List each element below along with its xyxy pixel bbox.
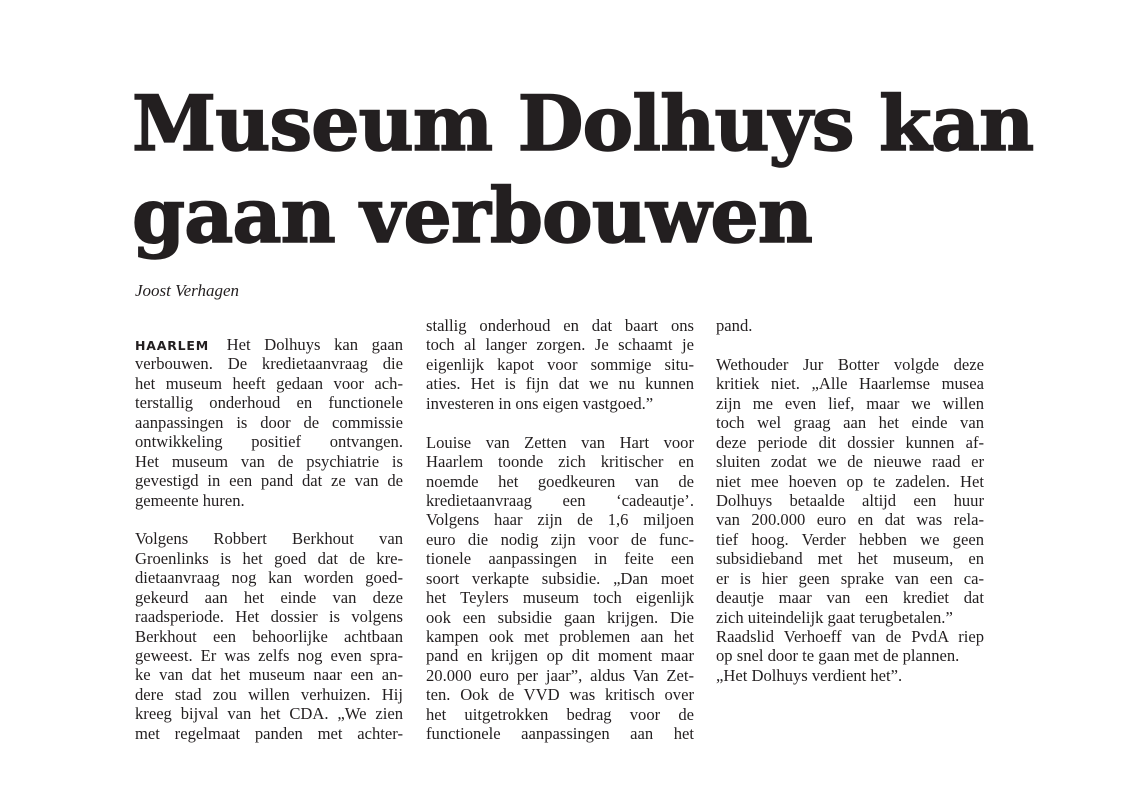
text-line: Groenlinks is het goed dat de kre- <box>135 548 403 568</box>
text-line: investeren in ons eigen vastgoed.” <box>426 393 654 413</box>
text-line: kritiek niet. „Alle Haarlemse musea <box>716 374 984 394</box>
text-line: deze periode dit dossier kunnen af- <box>716 432 984 452</box>
text-line: kredietaanvraag een ‘cadeautje’. <box>426 490 694 510</box>
dateline: HAARLEM <box>135 338 209 353</box>
paragraph <box>426 433 694 744</box>
text-line <box>135 335 403 354</box>
text-line: het uitgetrokken bedrag voor de <box>426 704 694 724</box>
text-line: raadsperiode. Het dossier is volgens <box>135 607 403 627</box>
paragraph <box>135 529 403 743</box>
text-line: pand en krijgen op dit moment maar <box>426 646 694 666</box>
article-column-1 <box>135 335 403 763</box>
text-line: noemde het goedkeuren van de <box>426 471 694 491</box>
text-line: Louise van Zetten van Hart voor <box>426 432 694 452</box>
text-line: soort verkapte subsidie. „Dan moet <box>426 568 694 588</box>
text-line: functionele aanpassingen aan het <box>426 724 694 744</box>
text-line: Berkhout een behoorlijke achtbaan <box>135 626 403 646</box>
text-line: kampen ook met problemen aan het <box>426 627 694 646</box>
text-line: ke van dat het museum naar een an- <box>135 665 403 685</box>
text-line: deautje maar van een krediet dat <box>716 588 984 608</box>
text-line: met regelmaat panden met achter- <box>135 723 403 743</box>
paragraph <box>426 316 694 413</box>
text-line: Raadslid Verhoeff van de PvdA riep <box>716 627 984 646</box>
text-line: tionele aanpassingen in feite een <box>426 549 694 569</box>
text-line: er is hier geen sprake van een ca- <box>716 568 984 588</box>
text-line: Wethouder Jur Botter volgde deze <box>716 354 984 374</box>
text-line: sluiten zodat we de nieuwe raad er <box>716 452 984 472</box>
text-line: euro die nodig zijn voor de func- <box>426 529 694 549</box>
text-line: 20.000 euro per jaar”, aldus Van Zet- <box>426 665 694 685</box>
text-line: aties. Het is fijn dat we nu kunnen <box>426 374 694 394</box>
text-line: het Teylers museum toch eigenlijk <box>426 588 694 608</box>
paragraph <box>716 355 984 685</box>
article-byline: Joost Verhagen <box>135 281 240 300</box>
text-line: toch al langer zorgen. Je schaamt je <box>426 335 694 355</box>
text-line: toch wel graag aan het einde van <box>716 413 984 433</box>
text-line: gekeurd aan het einde van deze <box>135 587 403 607</box>
text-line: op snel door te gaan met de plannen. <box>716 646 960 666</box>
article-headline <box>132 78 1032 262</box>
text-line: zijn me even lief, maar we willen <box>716 393 984 413</box>
text-line-content: Het Dolhuys kan gaan <box>212 335 403 354</box>
text-line: van 200.000 euro en dat was rela- <box>716 510 984 530</box>
text-line: niet mee hoeven op te zadelen. Het <box>716 471 984 491</box>
text-line: ontwikkeling positief ontvangen. <box>135 432 403 452</box>
text-line: Dolhuys betaalde altijd een huur <box>716 490 984 510</box>
text-line: ten. Ook de VVD was kritisch over <box>426 685 694 705</box>
paragraph <box>716 316 984 335</box>
text-line: gevestigd in een pand dat ze van de <box>135 471 403 491</box>
text-line: gemeente huren. <box>135 490 245 510</box>
text-line: dietaanvraag nog kan worden goed- <box>135 568 403 588</box>
text-line: geweest. Er was zelfs nog even spra- <box>135 646 403 665</box>
headline-line-1: Museum Dolhuys kan <box>132 79 1034 168</box>
article-column-2 <box>426 316 694 763</box>
headline-line-2: gaan verbouwen <box>132 171 813 260</box>
text-line: eigenlijk kapot voor sommige situ- <box>426 354 694 374</box>
text-line: Het museum van de psychiatrie is <box>135 451 403 471</box>
text-line: subsidieband met het museum, en <box>716 549 984 569</box>
text-line: stallig onderhoud en dat baart ons <box>426 316 694 335</box>
text-line: dere stad zou willen verhuizen. Hij <box>135 684 403 704</box>
text-line: Volgens Robbert Berkhout van <box>135 529 403 549</box>
text-line: zich uiteindelijk gaat terugbetalen.” <box>716 607 953 627</box>
article-column-3 <box>716 316 984 705</box>
text-line: pand. <box>716 316 753 335</box>
text-line: het museum heeft gedaan voor ach- <box>135 373 403 393</box>
paragraph <box>135 335 403 510</box>
text-line: verbouwen. De kredietaanvraag die <box>135 354 403 374</box>
text-line: „Het Dolhuys verdient het”. <box>716 665 903 685</box>
text-line: ook een subsidie gaan krijgen. Die <box>426 607 694 627</box>
text-line: Volgens haar zijn de 1,6 miljoen <box>426 510 694 530</box>
text-line: tief hoog. Verder hebben we geen <box>716 529 984 549</box>
text-line: kreeg bijval van het CDA. „We zien <box>135 704 403 724</box>
text-line: Haarlem toonde zich kritischer en <box>426 452 694 472</box>
text-line: terstallig onderhoud en functionele <box>135 393 403 413</box>
text-line: aanpassingen is door de commissie <box>135 412 403 432</box>
